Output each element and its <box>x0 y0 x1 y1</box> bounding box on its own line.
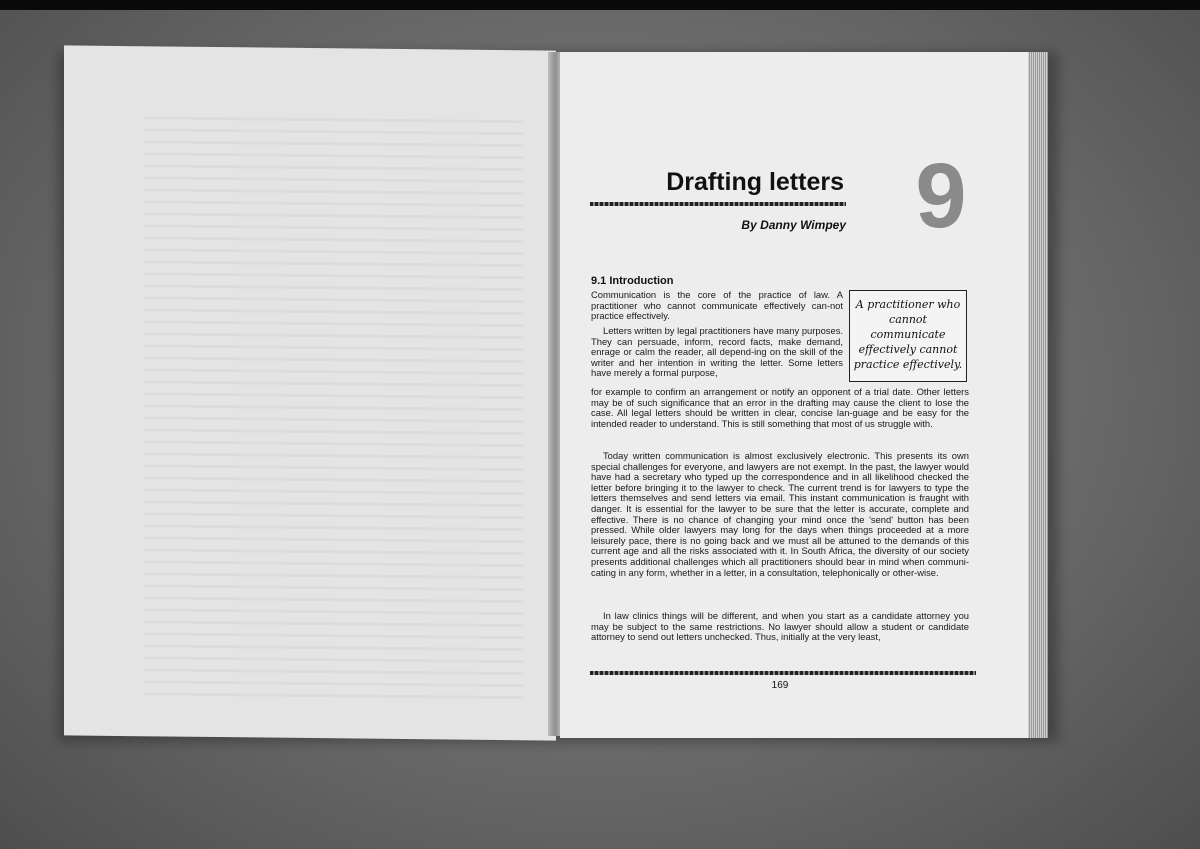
paragraph-3 <box>591 451 969 578</box>
left-page-bleed-through <box>144 116 524 700</box>
title-rule <box>590 202 846 206</box>
chapter-number: 9 <box>915 145 967 247</box>
footer-rule <box>590 671 976 675</box>
chapter-title: Drafting letters <box>666 168 844 196</box>
pull-quote-text: A practitioner who cannot communicate effectively cannot practice effectively. <box>853 298 963 371</box>
page-number: 169 <box>771 680 789 691</box>
section-heading: 9.1 Introduction <box>591 275 674 287</box>
paragraph-4 <box>591 611 969 643</box>
paragraph-4-text: In law clinics things will be different, and when you start as a candidate attorney you may be subject to the same restrictions. No lawyer should allow a student or candidate attorney to send out letters unchecked. Thus, initially at the very least, <box>591 610 969 643</box>
paragraph-2a-text: Letters written by legal practitioners have many purposes. They can persuade, inform, record facts, make demand, enrage or calm the reader, all depend-ing on the skill of the writer and her intention in writing the letter. Some letters have merely a formal purpose, <box>591 325 843 379</box>
pull-quote-box <box>849 290 967 382</box>
left-page <box>64 45 556 740</box>
paragraph-3-text: Today written communication is almost exclusively electronic. This presents its own special challenges for everyone, and lawyers are not exempt. In the past, the lawyer would have had a secretary who typed up the correspondence and in all likelihood checked the letter before bringing it to the lawyer to check. The current trend is for lawyers to type the letters themselves and send letters via email. This instant communication is fraught with danger. It is essential for the lawyer to be sure that the letter is accurate, complete and effective. There is no chance of changing your mind once the 'send' button has been pressed. While older lawyers may long for the days when things proceeded at a more leisurely pace, there is no going back and we must all be attuned to the demands of this current age and all the risks associated with it. In South Africa, the diversity of our society presents additional challenges which all practitioners should bear in mind when communi-cating in any form, whether in a letter, in a consultation, telephonically or other-wise. <box>591 450 969 578</box>
scan-top-border <box>0 0 1200 10</box>
paragraph-1: Communication is the core of the practice of law. A practitioner who cannot communicate effectively can-not practice effectively. <box>591 289 843 322</box>
page-edges <box>1028 52 1048 738</box>
chapter-author: By Danny Wimpey <box>741 218 846 232</box>
paragraph-2b: for example to confirm an arrangement or notify an opponent of a trial date. Other letters may be of such significance that an error in the drafting may cause the client to lose the case. All legal letters should be written in clear, concise lan-guage and be easy for the intended reader to understand. This is still something that most of us struggle with. <box>591 386 969 429</box>
paragraph-2a <box>591 326 843 379</box>
